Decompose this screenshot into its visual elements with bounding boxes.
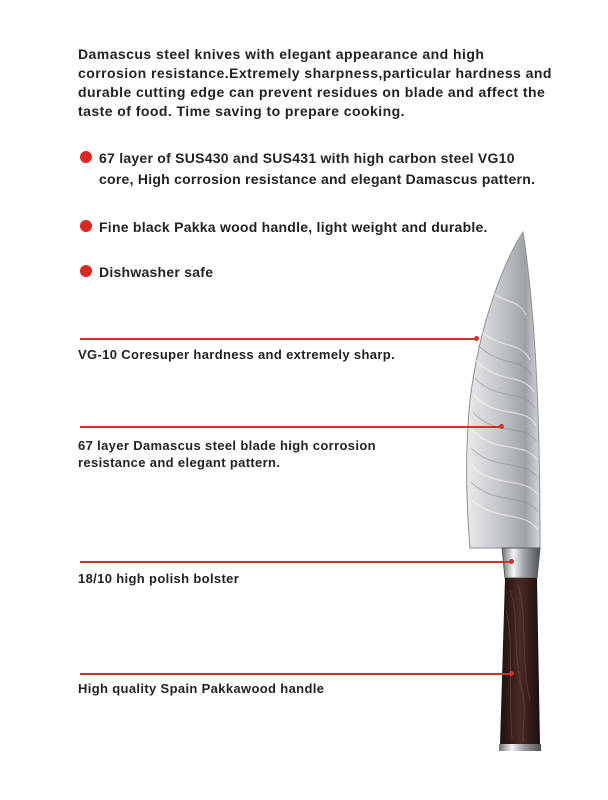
callout-dot [474, 336, 479, 341]
callout-line [80, 673, 512, 675]
callout-text: High quality Spain Pakkawood handle [78, 681, 325, 696]
knife-blade [467, 232, 540, 548]
bullet-dot-icon [80, 220, 92, 232]
bullet-dot-icon [80, 265, 92, 277]
callout-line [80, 338, 476, 340]
feature-text: core, High corrosion resistance and elegant Damascus pattern. [99, 171, 536, 187]
callout-line [80, 561, 512, 563]
knife-endcap [499, 744, 541, 751]
callout-dot [499, 424, 504, 429]
feature-text: Fine black Pakka wood handle, light weight and durable. [99, 219, 488, 235]
feature-item [80, 217, 488, 238]
callout-dot [509, 671, 514, 676]
knife-bolster [502, 548, 540, 578]
bullet-dot-icon [80, 151, 92, 163]
feature-item [80, 262, 213, 283]
feature-text: Dishwasher safe [99, 264, 214, 280]
intro-paragraph: Damascus steel knives with elegant appearance and high corrosion resistance.Extremely sharpness,particular hardness and durable cutting edge can prevent residues on blade and affect the taste of food. Time saving to prepare cooking. [78, 46, 552, 119]
callout-line [80, 426, 502, 428]
callout-text: VG-10 Coresuper hardness and extremely sharp. [78, 347, 396, 362]
feature-text: 67 layer of SUS430 and SUS431 with high carbon steel VG10 [99, 150, 515, 166]
feature-item [80, 148, 560, 190]
knife-handle [500, 578, 540, 745]
callout-text: 18/10 high polish bolster [78, 571, 240, 586]
callout-dot [509, 559, 514, 564]
callout-text: 67 layer Damascus steel blade high corrosion resistance and elegant pattern. [78, 438, 376, 470]
